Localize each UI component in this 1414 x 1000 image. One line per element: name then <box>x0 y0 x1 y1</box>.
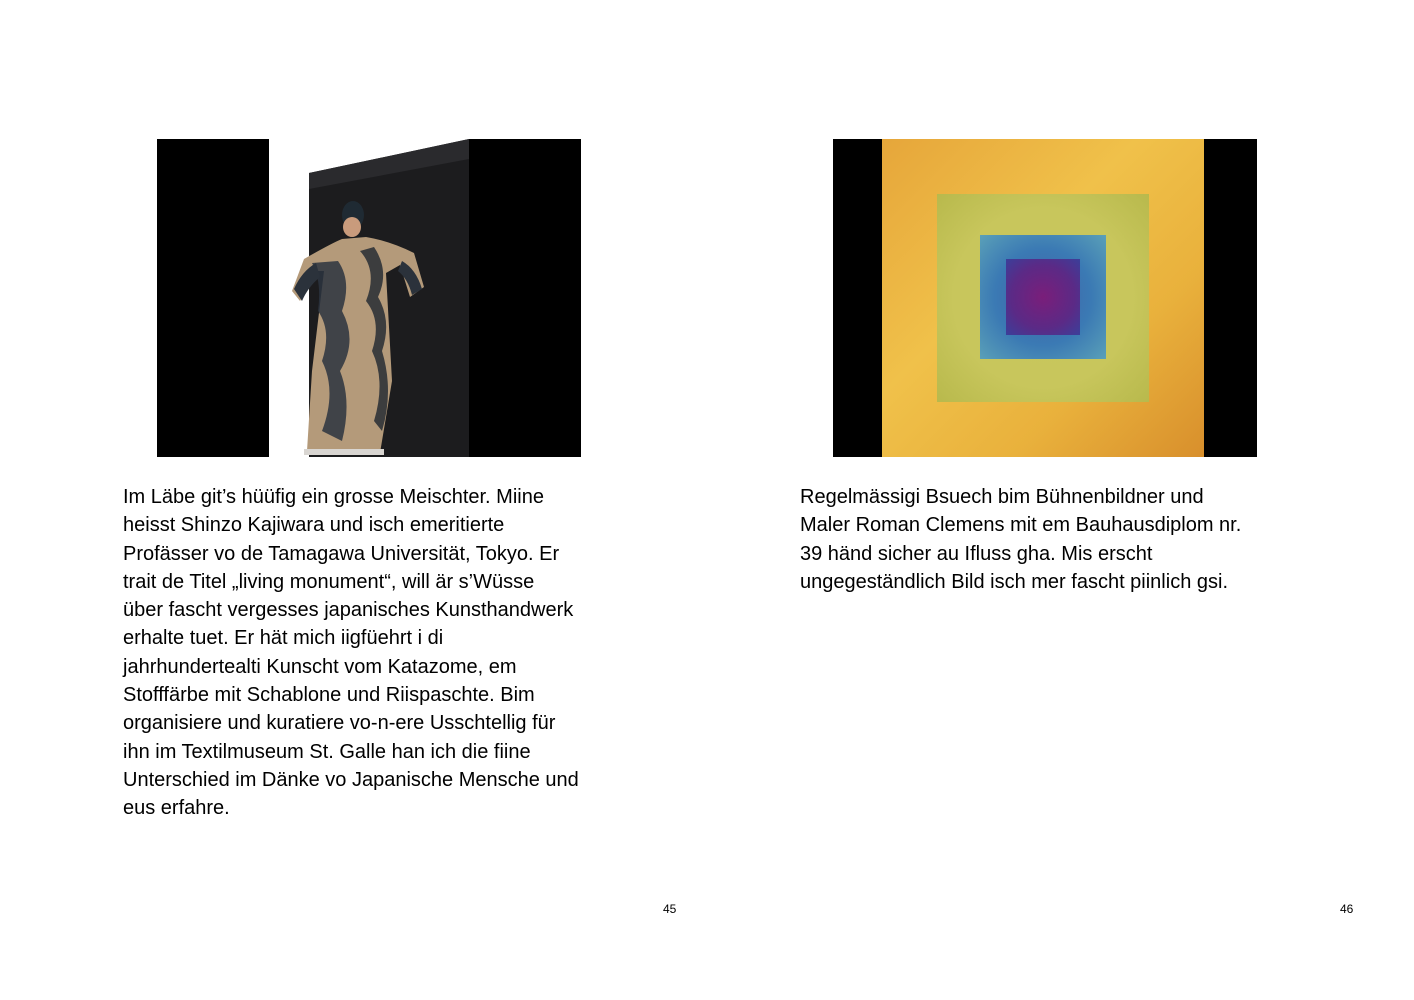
kimono-photo <box>157 139 581 457</box>
right-paragraph: Regelmässigi Bsuech bim Bühnenbildner und Maler Roman Clemens mit em Bauhausdiplom nr. 39 händ sicher au Ifluss gha. Mis erscht ungegeständlich Bild isch mer fascht piinlich gsi. <box>800 486 1242 593</box>
left-paragraph: Im Läbe git’s hüüfig ein grosse Meischter. Miine heisst Shinzo Kajiwara und isch emeritierte Profässer vo de Tamagawa Universität, Tokyo. Er trait de Titel „living monument“, will är s’Wüsse über fascht vergesses japanisches Kunsthandwerk erhalte tuet. Er hät mich iigfüehrt i di jahrhundertealti Kunscht vom Katazome, em Stofffärbe mit Schablone und Riispaschte. Bim organisiere und kuratiere vo-n-ere Usschtellig für ihn im Textilmuseum St. Galle han ich die fiine Unterschied im Dänke vo Japanische Mensche und eus erfahre. <box>123 486 579 820</box>
kimono-figure-image <box>282 201 432 457</box>
painting-photo <box>833 139 1257 457</box>
page-number-left: 45 <box>663 902 677 916</box>
abstract-square-painting <box>882 139 1204 457</box>
right-page <box>707 0 1414 1000</box>
painting-purple-square <box>1006 259 1080 335</box>
page-number-right: 46 <box>1340 902 1354 916</box>
